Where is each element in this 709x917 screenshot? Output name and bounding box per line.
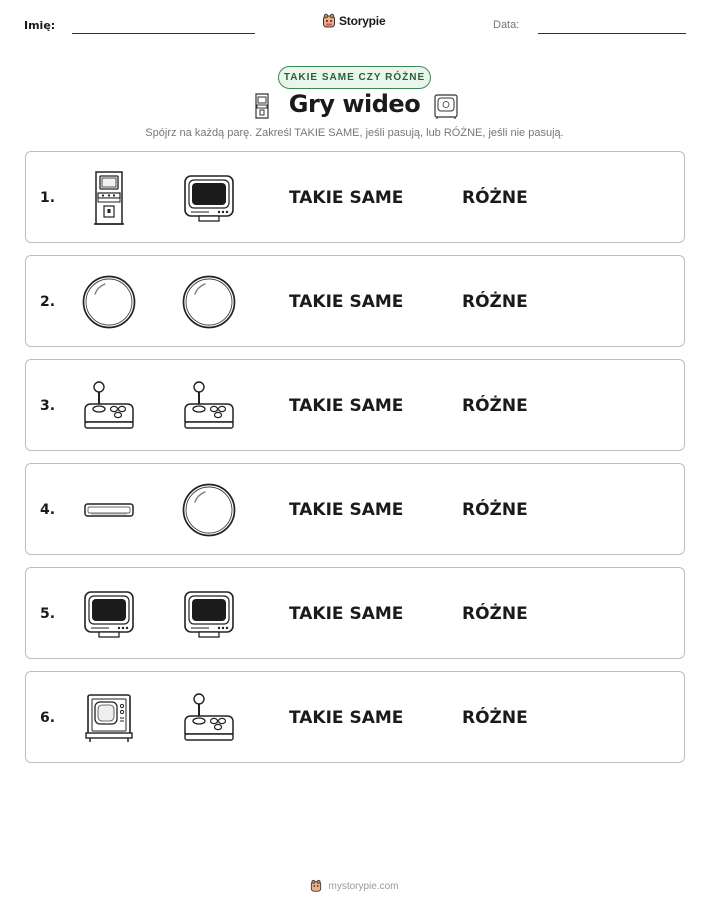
row-number: 6.: [40, 710, 56, 726]
exercise-row: [25, 567, 685, 659]
row-number: 1.: [40, 190, 56, 206]
badge-label: TAKIE SAME CZY RÓŻNE: [283, 72, 426, 83]
choice-same[interactable]: TAKIE SAME: [289, 188, 404, 208]
retro-tv-icon: [79, 688, 139, 748]
brand-name: Storypie: [339, 14, 386, 28]
joystick-icon: [179, 688, 239, 748]
name-label: Imię:: [24, 19, 56, 32]
date-line[interactable]: [538, 33, 686, 34]
row-number: 5.: [40, 606, 56, 622]
exercise-row: [25, 463, 685, 555]
storypie-mascot-icon: [322, 13, 336, 29]
crt-monitor-icon: [179, 584, 239, 644]
date-label: Data:: [493, 19, 520, 31]
row-number: 3.: [40, 398, 56, 414]
choice-different[interactable]: RÓŻNE: [462, 708, 528, 728]
exercise-row: [25, 359, 685, 451]
round-button-icon: [179, 272, 239, 332]
choice-different[interactable]: RÓŻNE: [462, 188, 528, 208]
joystick-icon: [79, 376, 139, 436]
brand-logo: [322, 13, 385, 29]
choice-different[interactable]: RÓŻNE: [462, 500, 528, 520]
row-number: 2.: [40, 294, 56, 310]
name-line[interactable]: [72, 33, 255, 34]
choice-same[interactable]: TAKIE SAME: [289, 500, 404, 520]
exercise-row: [25, 671, 685, 763]
round-button-icon: [79, 272, 139, 332]
choice-different[interactable]: RÓŻNE: [462, 604, 528, 624]
crt-monitor-icon: [179, 168, 239, 228]
footer: [0, 879, 709, 893]
instructions: Spójrz na każdą parę. Zakreśl TAKIE SAME, jeśli pasują, lub RÓŻNE, jeśli nie pasują.: [145, 127, 564, 139]
joystick-icon: [179, 376, 239, 436]
cartridge-bar-icon: [79, 480, 139, 540]
exercise-row: [25, 151, 685, 243]
choice-same[interactable]: TAKIE SAME: [289, 708, 404, 728]
choice-different[interactable]: RÓŻNE: [462, 396, 528, 416]
storypie-mascot-icon: [310, 879, 322, 893]
choice-same[interactable]: TAKIE SAME: [289, 292, 404, 312]
row-number: 4.: [40, 502, 56, 518]
arcade-cabinet-icon: [79, 168, 139, 228]
worksheet-type-badge: [278, 66, 431, 89]
crt-monitor-icon: [79, 584, 139, 644]
choice-different[interactable]: RÓŻNE: [462, 292, 528, 312]
choice-same[interactable]: TAKIE SAME: [289, 604, 404, 624]
retro-tv-icon: [433, 92, 459, 120]
round-button-icon: [179, 480, 239, 540]
footer-url[interactable]: mystorypie.com: [328, 880, 399, 892]
choice-same[interactable]: TAKIE SAME: [289, 396, 404, 416]
exercise-row: [25, 255, 685, 347]
page-title: Gry wideo: [288, 90, 421, 118]
